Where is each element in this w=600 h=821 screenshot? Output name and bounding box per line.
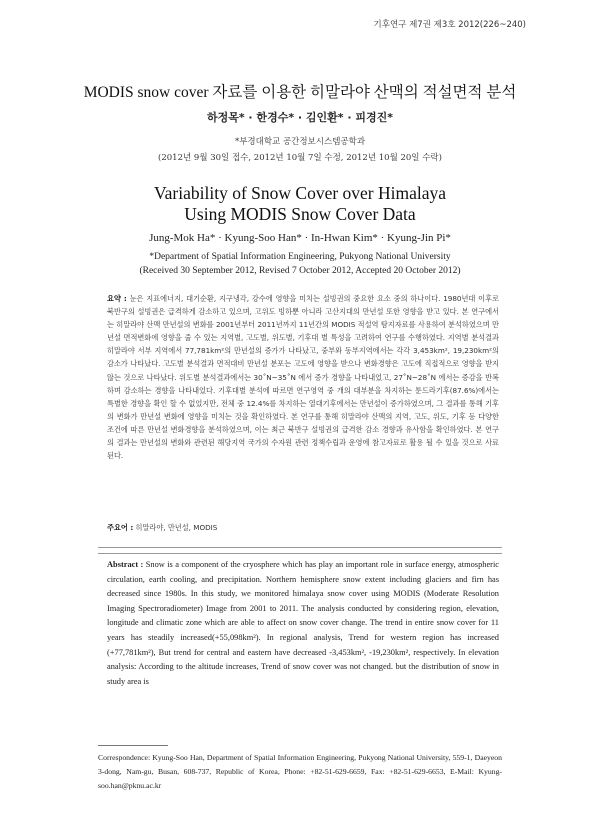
korean-keywords [107, 523, 499, 533]
journal-header: 기후연구 제7권 제3호 2012(226~240) [373, 20, 526, 30]
english-abstract-label: Abstract : [107, 560, 144, 569]
korean-keywords-text: 히말라야, 만년설, MODIS [133, 523, 218, 532]
correspondence-footnote: Correspondence: Kyung-Soo Han, Department of Spatial Information Engineering, Pukyong National University, 559-1, Daeyeon 3-dong, Nam-gu, Busan, 608-737, Republic of Korea, Phone: +82-51-629-6659, Fax: +82-51-629-6653, E-Mail: Kyung-soo.han@pknu.ac.kr [98, 753, 502, 791]
korean-abstract [107, 292, 499, 462]
korean-title: MODIS snow cover 자료를 이용한 히말라야 산맥의 적설면적 분석 [83, 84, 517, 101]
english-dates: (Received 30 September 2012, Revised 7 October 2012, Accepted 20 October 2012) [139, 266, 461, 276]
section-divider [98, 547, 502, 548]
english-affiliation: *Department of Spatial Information Engineering, Pukyong National University [149, 252, 451, 262]
korean-abstract-label: 요약 : [107, 294, 127, 303]
english-title-line-2: Using MODIS Snow Cover Data [184, 204, 416, 224]
korean-keywords-label: 주요어 : [107, 523, 134, 532]
english-title [0, 183, 600, 225]
english-abstract [107, 558, 499, 689]
korean-dates: (2012년 9월 30일 접수, 2012년 10월 7일 수정, 2012년 10월 20일 수락) [158, 153, 442, 163]
section-divider-inner [98, 553, 502, 554]
english-title-line-1: Variability of Snow Cover over Himalaya [153, 183, 447, 203]
english-authors: Jung-Mok Ha* · Kyung-Soo Han* · In-Hwan Kim* · Kyung-Jin Pi* [149, 232, 451, 244]
footnote-rule [98, 745, 168, 746]
korean-affiliation: *부경대학교 공간정보시스템공학과 [234, 137, 366, 147]
english-abstract-text: Snow is a component of the cryosphere which has play an important role in surface energy, atmospheric circulation, earth cooling, and precipitation. Northern hemisphere snow extent including glaciers and firn has decreased since 1980s. In this study, we monitored himalaya snow cover using MODIS (Moderate Resolution Imaging Spectroradiometer) Image from 2001 to 2011. The analysis conducted by considering region, elevation, longitude and climatic zone which are able to affect on snow cover change. The trend in entire snow cover for 11 years has steadily increased(+55,098km²). In regional analysis, Trend for western region has increased (+77,781km²), But trend for central and eastern have decreased -3,453km², -19,230km², respectively. In elevation analysis: According to the altitude increases, Trend of snow cover was not changed. but the distribution of snow in study area is [107, 560, 499, 686]
korean-authors: 하정목* · 한경수* · 김인환* · 피경진* [206, 111, 394, 124]
korean-abstract-text: 눈은 지표에너지, 대기순환, 지구냉각, 강수에 영향을 미치는 설빙권의 중요한 요소 중의 하나이다. 1980년대 이후로 북반구의 설빙권은 급격하게 감소하고 있으며, 고위도 빙하뿐 아니라 고산지대의 만년설 또한 영향을 받고 있다. 본 연구에서는 히말라야 산맥 만년설의 변화를 2001년부터 2011년까지 11년간의 MODIS 적설역 탐지자료를 사용하여 분석하였으며 만년설 면적변화에 영향을 줄 수 있는 지역별, 고도별, 위도별, 기후대 별 특성을 고려하여 연구를 수행하였다. 지역별 분석결과 히말라야 서부 지역에서 77,781km²의 만년설의 증가가 나타났고, 중부와 동부지역에서는 각각 3,453km², 19,230km²의 감소가 나타났다. 고도별 분석결과 면적대비 만년설 분포는 고도에 영향을 받으나 변화경향은 고도에 직접적으로 영향을 받지 않는 것으로 나타났다. 위도별 분석결과에서는 30˚N~35˚N 에서 증가 경향을 나타내었고, 27˚N~28˚N 에서는 증감을 반복하며 감소하는 경향을 나타내었다. 기후대별 분석에 따르면 연구영역 중 개의 대부분을 차지하는 툰드라기후(87.6%)에서는 특별한 경향을 확인 할 수 없었지만, 전체 중 12.4%를 차지하는 열대기후에서는 만년설이 증가하였으며, 그 결과를 통해 기후의 변화가 만년설 변화에 영향을 미치는 것을 확인하였다. 본 연구를 통해 히말라야 산맥의 지역, 고도, 위도, 기후 등 다양한 조건에 따른 만년설 변화경향을 분석하였으며, 이는 최근 북반구 설빙권의 급격한 감소 경향과 유사함을 확인하였다. 본 연구의 결과는 만년설의 변화와 관련된 해당지역 국가의 수자원 관련 정책수립과 운영에 참고자료로 활용 될 수 있을 것으로 사료된다. [107, 294, 500, 461]
